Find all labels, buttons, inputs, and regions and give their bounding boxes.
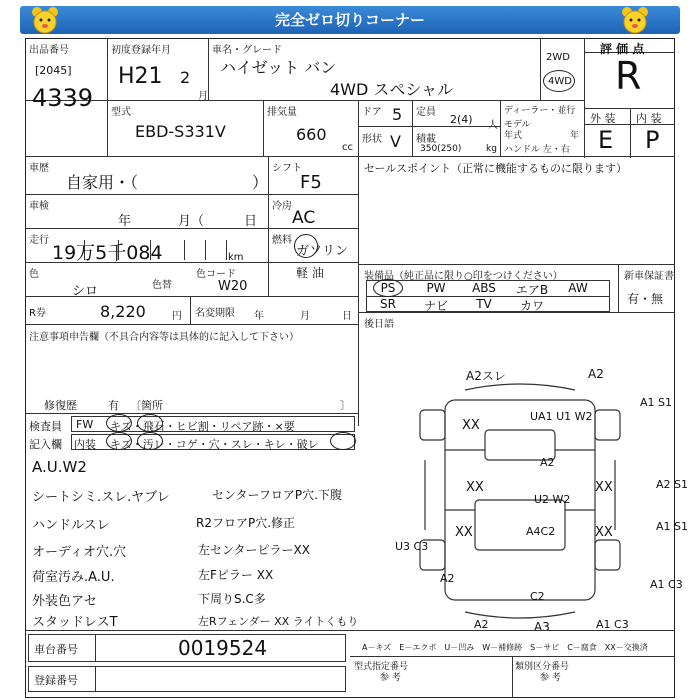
equip-ps: PS (380, 281, 396, 295)
footer-class-label: 類別区分番号 (515, 662, 570, 672)
mark-20: A2 (474, 618, 489, 631)
capacity-value: 2(4) (450, 113, 473, 126)
note-r5: 下周りS.C多 (198, 592, 266, 606)
mark-19: A3 (534, 620, 550, 634)
mark-18: C2 (530, 590, 545, 603)
shift-label: シフト (272, 163, 302, 174)
interior-label: 内装 (74, 438, 96, 451)
mark-2: A2 (588, 367, 604, 381)
repair-close: 〕 (340, 399, 351, 412)
equip-leather: カワ (519, 299, 544, 313)
capacity-label: 定員 (416, 107, 436, 118)
color-change-label: 色替 (152, 280, 172, 291)
history-close: ） (252, 173, 269, 192)
load-unit: kg (486, 144, 497, 154)
mark-8: XX (595, 480, 613, 495)
note-2: シートシミ.スレ.ヤブレ (32, 490, 170, 505)
equip-abs: ABS (472, 281, 496, 295)
repair-label: 修復歴 (44, 399, 77, 412)
equip-aw: AW (568, 281, 588, 295)
dealer-year: 年式 (504, 131, 523, 141)
fuel-gasoline: ガソリン (296, 244, 349, 259)
stock-sub: [2045] (35, 64, 72, 77)
shape-label: 形状 (362, 134, 382, 145)
mark-14: A4C2 (526, 525, 556, 538)
score-ext-label: 外 装 (590, 112, 616, 125)
mark-5: XX (462, 418, 480, 433)
legend-text: A－キズ E－エクボ U－凹み W－補修跡 S－サビ C－腐食 XX－交換済 (362, 643, 648, 652)
stock-number: 4339 (32, 84, 94, 112)
inspection-label: 車検 (29, 201, 49, 212)
car-grade: 4WD スペシャル (330, 80, 454, 99)
repair-value: 有 (108, 399, 119, 412)
note-r3: 左センターピラーXX (198, 543, 310, 557)
mark-12: XX (595, 525, 613, 540)
equip-navi: ナビ (423, 299, 448, 313)
score-value: R (615, 54, 642, 98)
load-value: 350(250) (420, 144, 462, 154)
regno-label: 登録番号 (34, 674, 78, 687)
mark-1: A2スレ (466, 369, 506, 383)
mark-6: A2 (540, 456, 555, 469)
colorcode-label: 色コード (196, 269, 236, 280)
inspection-year: 年 (118, 214, 132, 229)
mark-7: XX (466, 480, 484, 495)
namechange-month: 月 (300, 311, 310, 322)
dealer-handle: ハンドル 左・右 (504, 145, 570, 155)
mark-11: A2 S1 (656, 478, 689, 491)
banner-title: 完全ゼロ切りコーナー (20, 6, 680, 34)
namechange-day: 日 (342, 311, 352, 322)
note-r6: 左Rフェンダー XX ライトくもり (198, 615, 359, 628)
reg-era: H21 (118, 64, 163, 89)
chassis-value: 0019524 (178, 636, 268, 660)
dealer-label: ディーラー・並行 (504, 106, 576, 116)
check-items-ext: キズ・飛石・ヒビ割・リペア跡・×要 (110, 420, 295, 433)
check-items-int: キズ・汚レ・コゲ・穴・スレ・キレ・破レ (110, 438, 319, 451)
namechange-label: 名変期限 (195, 308, 235, 319)
mark-13: A1 S1 (656, 520, 689, 533)
fuel-selected-circle (294, 234, 318, 258)
equip-sr: SR (380, 297, 396, 311)
entry-label: 記入欄 (29, 438, 62, 451)
footer-ref-2: 参 考 (540, 673, 561, 683)
score-int: P (645, 126, 660, 154)
footer-ref-1: 参 考 (380, 673, 401, 683)
shape-value: V (390, 132, 401, 151)
stock-label: 出品番号 (29, 45, 69, 56)
inspector-label: 検査員 (29, 420, 62, 433)
drive-selected-circle (543, 70, 575, 92)
equip-ps-circle (373, 279, 403, 297)
recycle-label: R券 (29, 308, 46, 319)
reg-month: 2 (180, 68, 191, 87)
mark-16: A1 C3 (650, 578, 683, 591)
doors-value: 5 (392, 105, 403, 124)
color-label: 色 (29, 269, 39, 280)
car-name: ハイゼット バン (220, 58, 337, 77)
disp-label: 排気量 (267, 107, 297, 118)
disp-unit: cc (342, 142, 353, 153)
mileage-unit: km (228, 252, 244, 263)
namechange-year: 年 (254, 311, 264, 322)
history-label: 車歴 (29, 163, 49, 174)
fuel-label: 燃料 (272, 235, 292, 246)
mileage-label: 走行 (29, 235, 49, 246)
note-5: 荷室汚み.A.U. (32, 570, 115, 585)
footer-type-label: 型式指定番号 (354, 662, 409, 672)
mark-21: A1 C3 (596, 618, 629, 631)
colorcode-value: W20 (218, 279, 248, 294)
mark-4: UA1 U1 W2 (530, 410, 593, 423)
note-6: 外装色アセ (32, 594, 97, 609)
drive-4wd: 4WD (548, 76, 572, 87)
mileage-value: 19万5千084 (52, 242, 163, 264)
fuel-diesel: 軽 油 (296, 266, 324, 280)
equip-airbag: エアB (515, 283, 549, 297)
chassis-label: 車台番号 (34, 643, 78, 656)
note-4: オーディオ穴.穴 (32, 545, 127, 560)
rear-label: 後日語 (364, 319, 394, 330)
equipment-label: 装備品（純正品に限り○印をつけください） (364, 271, 563, 282)
capacity-unit: 人 (488, 120, 498, 131)
inspection-day: 日 (244, 214, 258, 229)
model-value: EBD-S331V (135, 122, 226, 141)
note-r1: センターフロアP穴.下腹 (212, 488, 342, 502)
mark-15: U3 C3 (395, 540, 429, 553)
notes-label: 注意事項申告欄（不具合内容等は具体的に記入して下さい） (29, 332, 299, 343)
disp-value: 660 (296, 125, 327, 144)
note-r4: 左Fピラー XX (198, 568, 274, 582)
drive-2wd: 2WD (546, 52, 570, 63)
aircon-label: 冷房 (272, 201, 292, 212)
note-7: スタッドレスT (32, 615, 118, 630)
aircon-value: AC (292, 208, 316, 228)
bear-logo-icon (620, 6, 650, 34)
shift-value: F5 (300, 172, 322, 193)
doors-label: ドア (362, 107, 382, 118)
salespoint-label: セールスポイント（正常に機能するものに限ります） (364, 162, 628, 175)
note-3: ハンドルスレ (32, 518, 110, 533)
reg-label: 初度登録年月 (111, 45, 171, 56)
history-value: 自家用・（ (66, 173, 139, 192)
score-ext: E (598, 126, 614, 154)
note-r2: R2フロアP穴.修正 (196, 516, 296, 530)
dealer-year-unit: 年 (570, 131, 580, 141)
score-int-label: 内 装 (636, 112, 662, 125)
recycle-value: 8,220 (100, 302, 146, 321)
dealer-model: モデル (504, 120, 531, 130)
repair-mark: 〔箇所 (130, 399, 163, 412)
warranty-value: 有・無 (627, 292, 664, 306)
mark-3: A1 S1 (640, 396, 673, 409)
equip-pw: PW (426, 281, 446, 295)
fw-label: FW (76, 418, 94, 431)
mark-10: XX (455, 525, 473, 540)
color-value: シロ (72, 284, 99, 299)
load-label: 積載 (416, 134, 436, 145)
inspection-month: 月（ (178, 214, 205, 229)
equip-tv: TV (476, 297, 492, 311)
bear-logo-icon (30, 6, 60, 34)
mark-9: U2 W2 (534, 493, 571, 506)
recycle-unit: 円 (172, 311, 182, 322)
reg-month-unit: 月 (198, 91, 208, 102)
note-1: A.U.W2 (32, 458, 87, 476)
mark-17: A2 (440, 572, 455, 585)
model-label: 型式 (111, 107, 131, 118)
car-label: 車名・グレード (212, 45, 282, 56)
score-label: 評 価 点 (600, 42, 645, 56)
warranty-label: 新車保証書 (624, 271, 674, 282)
